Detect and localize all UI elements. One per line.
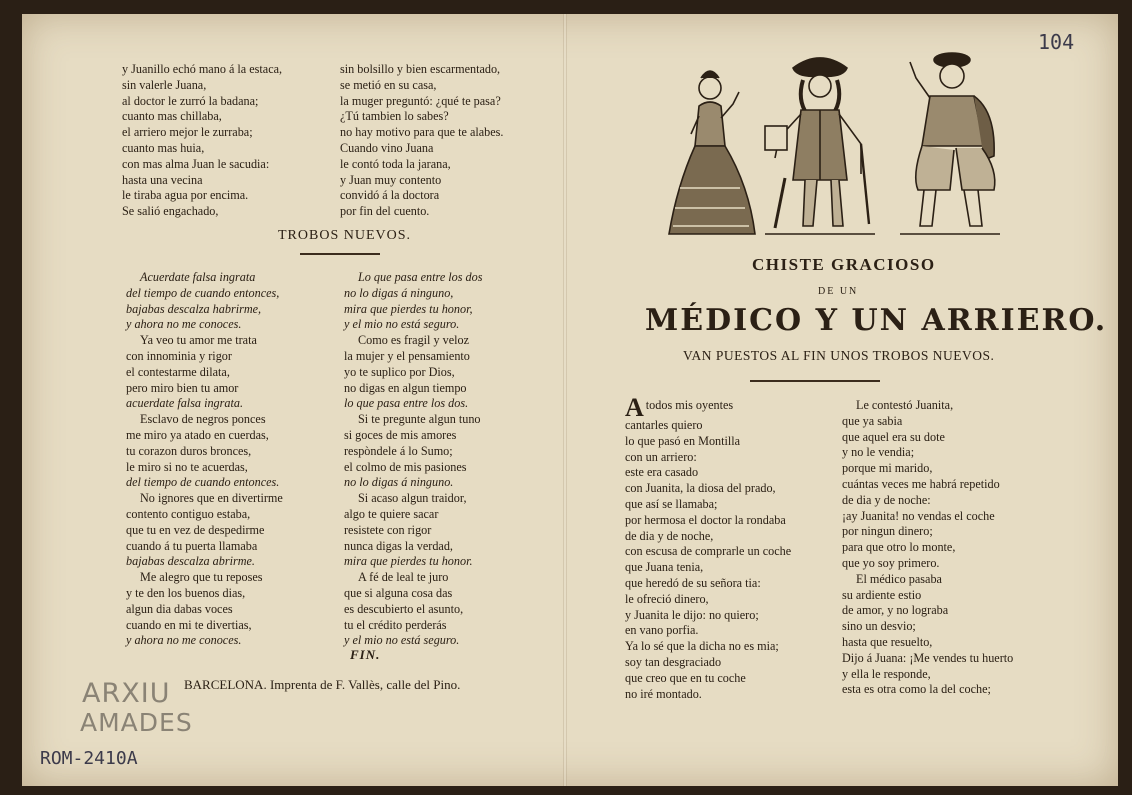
- fin-label: FIN.: [350, 647, 381, 662]
- poem-line: de dia y de noche,: [625, 528, 714, 543]
- poem-line: al doctor le zurró la badana;: [122, 93, 259, 108]
- subtitle: VAN PUESTOS AL FIN UNOS TROBOS NUEVOS.: [683, 348, 995, 363]
- poem-line: algo te quiere sacar: [344, 506, 439, 521]
- poem-line: Ya veo tu amor me trata: [140, 333, 257, 348]
- poem-line: que yo soy primero.: [842, 555, 940, 570]
- poem-line: Le contestó Juanita,: [856, 398, 954, 412]
- center-fold: [563, 14, 567, 786]
- drop-cap: A: [625, 393, 644, 422]
- trobos-heading: TROBOS NUEVOS.: [278, 228, 412, 243]
- poem-line: convidó á la doctora: [340, 188, 440, 203]
- poem-line: tu el crédito perderás: [344, 617, 447, 632]
- ornament-rule-right: [750, 380, 880, 382]
- poem-line: y el mio no está seguro.: [344, 317, 460, 332]
- shelfmark: ROM-2410A: [40, 748, 138, 769]
- poem-line: me miro ya atado en cuerdas,: [126, 427, 269, 442]
- poem-line: Ya lo sé que la dicha no es mia;: [625, 639, 779, 654]
- trobos-column-2: [344, 270, 482, 649]
- poem-line: le miro si no te acuerdas,: [126, 459, 248, 474]
- poem-line: cuanto mas chillaba,: [122, 109, 222, 124]
- poem-line: sin valerle Juana,: [122, 77, 207, 92]
- poem-line: por ningun dinero;: [842, 524, 933, 539]
- poem-line: y ella le responde,: [842, 666, 931, 681]
- poem-line: que ya sabia: [842, 413, 903, 428]
- poem-line: del tiempo de cuando entonces.: [126, 475, 280, 490]
- poem-line: en vano porfia.: [625, 623, 699, 638]
- poem-line: de dia y de noche:: [842, 492, 931, 507]
- right-poem-column-2: [842, 398, 1013, 698]
- poem-line: nunca digas la verdad,: [344, 538, 453, 553]
- poem-line: y te den los buenos dias,: [126, 585, 246, 600]
- archive-stamp-line-2: AMADES: [80, 708, 193, 737]
- poem-line: con innominia y rigor: [126, 348, 232, 363]
- arriero-figure-icon: [900, 53, 1000, 234]
- poem-line: con mas alma Juan le sacudia:: [122, 156, 270, 171]
- poem-line: no iré montado.: [625, 686, 702, 701]
- poem-line: hasta una vecina: [122, 172, 203, 187]
- poem-line: contento contiguo estaba,: [126, 506, 251, 521]
- poem-line: soy tan desgraciado: [625, 654, 722, 669]
- poem-line: tu corazon duros bronces,: [126, 443, 252, 458]
- poem-continuation-column-1: [122, 62, 282, 220]
- poem-line: Se salió engachado,: [122, 204, 219, 219]
- poem-line: que si alguna cosa das: [344, 585, 453, 600]
- poem-line: cuanto mas huia,: [122, 140, 205, 155]
- poem-line: lo que pasó en Montilla: [625, 433, 741, 448]
- poem-line: del tiempo de cuando entonces,: [126, 285, 280, 300]
- woman-figure-icon: [669, 71, 755, 234]
- poem-line: no digas en algun tiempo: [344, 380, 467, 395]
- poem-line: porque mi marido,: [842, 461, 933, 476]
- poem-line: si goces de mis amores: [344, 427, 457, 442]
- poem-line: todos mis oyentes: [645, 398, 734, 412]
- poem-line: resistete con rigor: [344, 522, 432, 537]
- poem-line: Dijo á Juana: ¡Me vendes tu huerto: [842, 650, 1014, 665]
- poem-line: Como es fragil y veloz: [358, 333, 470, 348]
- poem-line: y el mio no está seguro.: [344, 633, 460, 648]
- poem-line: y Juan muy contento: [340, 172, 442, 187]
- poem-line: por fin del cuento.: [340, 204, 430, 219]
- poem-line: que así se llamaba;: [625, 496, 718, 511]
- poem-line: cuando á tu puerta llamaba: [126, 538, 258, 553]
- woodcut-illustration: [665, 48, 1015, 243]
- poem-line: pero miro bien tu amor: [126, 380, 239, 395]
- poem-line: el arriero mejor le zurraba;: [122, 125, 253, 140]
- poem-line: bajabas descalza habrirme,: [126, 301, 262, 316]
- poem-line: yo te suplico por Dios,: [344, 364, 455, 379]
- poem-line: que Juana tenia,: [625, 560, 704, 575]
- poem-line: Lo que pasa entre los dos: [358, 270, 483, 284]
- poem-line: su ardiente estio: [842, 587, 922, 602]
- poem-line: cuántas veces me habrá repetido: [842, 476, 1000, 491]
- poem-line: lo que pasa entre los dos.: [344, 396, 469, 411]
- poem-line: que heredó de su señora tia:: [625, 575, 761, 590]
- poem-line: y ahora no me conoces.: [126, 633, 242, 648]
- poem-line: la muger preguntó: ¿qué te pasa?: [340, 93, 501, 108]
- poem-line: cuando en mi te divertias,: [126, 617, 252, 632]
- poem-line: Si acaso algun traidor,: [358, 491, 467, 506]
- poem-line: Me alegro que tu reposes: [140, 570, 263, 585]
- doctor-figure-icon: [765, 58, 875, 234]
- poem-line: la mujer y el pensamiento: [344, 348, 470, 363]
- poem-line: y ahora no me conoces.: [126, 317, 242, 332]
- poem-line: mira que pierdes tu honor.: [344, 554, 473, 569]
- poem-line: ¡ay Juanita! no vendas el coche: [842, 508, 995, 523]
- imprint-line: BARCELONA. Imprenta de F. Vallès, calle del Pino.: [184, 677, 461, 692]
- poem-line: cantarles quiero: [625, 418, 703, 432]
- poem-line: mira que pierdes tu honor,: [344, 301, 473, 316]
- poem-line: El médico pasaba: [856, 571, 942, 586]
- poem-line: que creo que en tu coche: [625, 670, 746, 685]
- poem-line: y no le vendia;: [842, 445, 915, 460]
- poem-line: con Juanita, la diosa del prado,: [625, 481, 776, 496]
- poem-line: bajabas descalza abrirme.: [126, 554, 255, 569]
- poem-line: se metió en su casa,: [340, 77, 437, 92]
- poem-line: con un arriero:: [625, 449, 697, 464]
- poem-line: y Juanita le dijo: no quiero;: [625, 607, 759, 622]
- ornament-rule: [300, 253, 380, 255]
- trobos-column-1: [126, 270, 283, 649]
- poem-line: Esclavo de negros ponces: [140, 412, 266, 427]
- poem-line: no hay motivo para que te alabes.: [340, 125, 504, 140]
- poem-line: con escusa de comprarle un coche: [625, 544, 792, 559]
- poem-line: Si te pregunte algun tuno: [358, 412, 481, 427]
- poem-continuation-column-2: [340, 62, 503, 220]
- poem-line: es descubierto el asunto,: [344, 601, 464, 616]
- poem-line: sino un desvio;: [842, 619, 916, 634]
- poem-line: acuerdate falsa ingrata.: [126, 396, 244, 411]
- poem-line: le tiraba agua por encima.: [122, 188, 249, 203]
- poem-line: No ignores que en divertirme: [140, 491, 283, 506]
- poem-line: A fé de leal te juro: [358, 570, 449, 585]
- poem-line: no lo digas á ninguno,: [344, 285, 454, 300]
- poem-line: por hermosa el doctor la rondaba: [625, 512, 786, 527]
- poem-line: hasta que resuelto,: [842, 634, 933, 649]
- poem-line: Acuerdate falsa ingrata: [140, 270, 256, 284]
- poem-line: el colmo de mis pasiones: [344, 459, 467, 474]
- poem-line: sin bolsillo y bien escarmentado,: [340, 62, 501, 76]
- page-number: 104: [1038, 30, 1075, 54]
- poem-line: que aquel era su dote: [842, 429, 945, 444]
- poem-line: le contó toda la jarana,: [340, 156, 451, 171]
- poem-line: no lo digas á ninguno.: [344, 475, 454, 490]
- poem-line: respòndele á lo Sumo;: [344, 443, 453, 458]
- archive-stamp-line-1: ARXIU: [82, 678, 171, 709]
- poem-line: Cuando vino Juana: [340, 140, 434, 155]
- poem-line: le ofreció dinero,: [625, 591, 709, 606]
- poem-line: y Juanillo echó mano á la estaca,: [122, 62, 283, 76]
- poem-line: esta es otra como la del coche;: [842, 682, 991, 697]
- poem-line: de amor, y no lograba: [842, 603, 949, 618]
- poem-line: algun dia dabas voces: [126, 601, 233, 616]
- poem-line: ¿Tú tambien lo sabes?: [340, 109, 449, 124]
- poem-line: para que otro lo monte,: [842, 540, 956, 555]
- title-line-1: CHISTE GRACIOSO: [752, 255, 936, 274]
- poem-line: este era casado: [625, 465, 699, 480]
- poem-line: que tu en vez de despedirme: [126, 522, 265, 537]
- poem-line: el contestarme dilata,: [126, 364, 230, 379]
- title-line-2: DE UN: [818, 286, 859, 297]
- title-line-3: MÉDICO Y UN ARRIERO.: [645, 303, 1108, 338]
- right-poem-column-1: [625, 393, 792, 702]
